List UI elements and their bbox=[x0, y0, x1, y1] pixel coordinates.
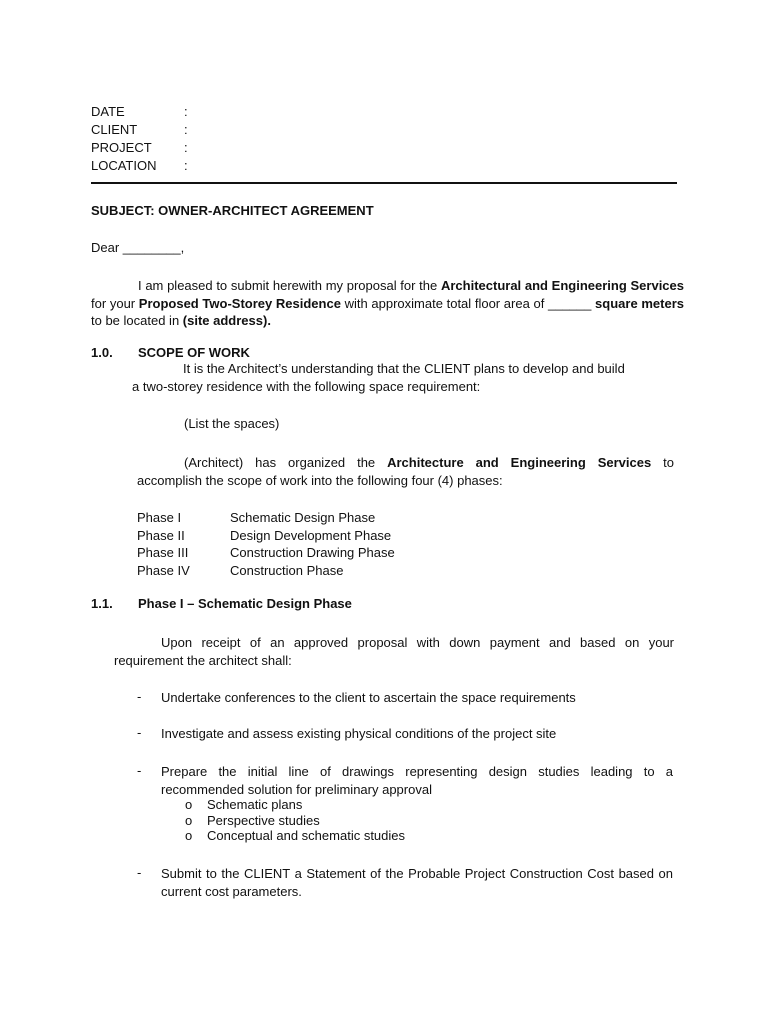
bullet-dash: - bbox=[137, 763, 142, 778]
section-1-1-number: 1.1. bbox=[91, 596, 113, 611]
header-label-location: LOCATION bbox=[91, 158, 157, 173]
intro-text-2: for your bbox=[91, 295, 139, 311]
sub-bullet-marker: o bbox=[185, 813, 193, 828]
phase-1-paragraph: Upon receipt of an approved proposal with down payment and based on your requirement the architect shall: bbox=[114, 635, 674, 668]
sub-bullet-item: Perspective studies bbox=[207, 813, 320, 828]
sub-bullet-marker: o bbox=[185, 828, 193, 843]
intro-bold-services: Architectural and Engineering Services bbox=[440, 278, 684, 293]
intro-text-3: with approximate total floor area of ______ bbox=[340, 295, 596, 311]
intro-paragraph bbox=[91, 277, 684, 330]
intro-text-1: I am pleased to submit herewith my proposal for the bbox=[138, 278, 441, 293]
header-divider bbox=[91, 182, 677, 184]
sub-bullet-marker: o bbox=[185, 797, 193, 812]
sub-bullet-item: Schematic plans bbox=[207, 797, 303, 812]
header-label-date: DATE bbox=[91, 104, 125, 119]
section-1-line-2: a two-storey residence with the following space requirement: bbox=[132, 379, 481, 394]
bullet-item: Prepare the initial line of drawings representing design studies leading to a recommended solution for preliminary approval bbox=[161, 764, 673, 797]
organization-paragraph bbox=[137, 454, 674, 489]
intro-bold-residence: Proposed Two-Storey Residence bbox=[138, 295, 341, 311]
header-label-project: PROJECT bbox=[91, 140, 152, 155]
header-colon: : bbox=[184, 122, 188, 137]
org-text-1: (Architect) has organized the bbox=[184, 455, 388, 470]
salutation: Dear ________, bbox=[91, 240, 185, 255]
bullet-dash: - bbox=[137, 689, 142, 704]
header-colon: : bbox=[184, 104, 188, 119]
phase-description: Schematic Design Phase bbox=[230, 510, 376, 525]
phase-name: Phase IV bbox=[137, 563, 190, 578]
header-colon: : bbox=[184, 140, 188, 155]
subject-line: SUBJECT: OWNER-ARCHITECT AGREEMENT bbox=[91, 203, 374, 218]
intro-bold-sqm: square meters bbox=[595, 295, 684, 311]
bullet-dash: - bbox=[137, 865, 142, 880]
phase-name: Phase III bbox=[137, 545, 189, 560]
phase-description: Design Development Phase bbox=[230, 528, 392, 543]
intro-text-4: to be located in bbox=[91, 313, 183, 328]
phase-name: Phase I bbox=[137, 510, 182, 525]
header-label-client: CLIENT bbox=[91, 122, 138, 137]
list-spaces-placeholder: (List the spaces) bbox=[184, 416, 280, 431]
phase-name: Phase II bbox=[137, 528, 185, 543]
bullet-item: Investigate and assess existing physical conditions of the project site bbox=[161, 726, 557, 741]
header-colon: : bbox=[184, 158, 188, 173]
bullet-item: Undertake conferences to the client to ascertain the space requirements bbox=[161, 690, 576, 705]
bullet-dash: - bbox=[137, 725, 142, 740]
sub-bullet-item: Conceptual and schematic studies bbox=[207, 828, 406, 843]
org-bold-services: Architecture and Engineering Services bbox=[387, 455, 652, 470]
phase-description: Construction Phase bbox=[230, 563, 344, 578]
section-1-1-title: Phase I – Schematic Design Phase bbox=[138, 596, 352, 611]
phase-description: Construction Drawing Phase bbox=[230, 545, 395, 560]
org-text-2: to accomplish the scope of work into the following four (4) phases: bbox=[137, 455, 674, 488]
section-1-title: SCOPE OF WORK bbox=[138, 345, 250, 360]
section-1-number: 1.0. bbox=[91, 345, 113, 360]
section-1-line-1: It is the Architect’s understanding that the CLIENT plans to develop and build bbox=[183, 361, 625, 376]
intro-bold-site: (site address). bbox=[182, 313, 271, 328]
bullet-item: Submit to the CLIENT a Statement of the Probable Project Construction Cost based on current cost parameters. bbox=[161, 866, 673, 899]
